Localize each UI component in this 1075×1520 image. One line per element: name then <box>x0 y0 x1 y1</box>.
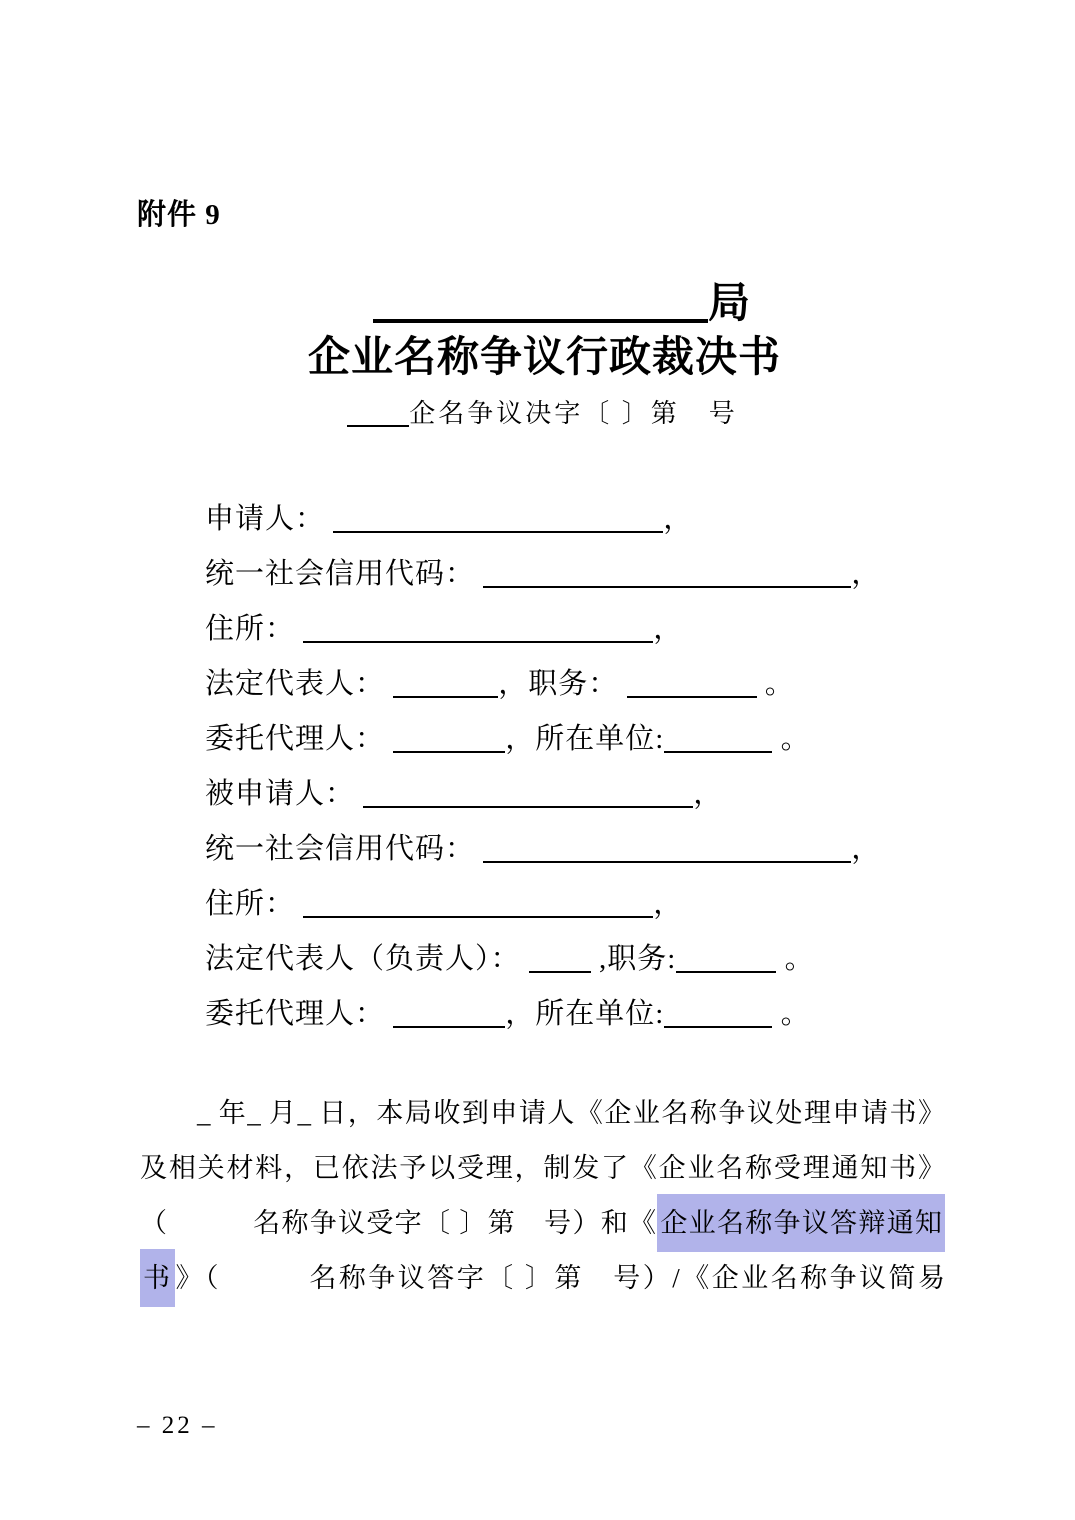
attachment-label: 附件 9 <box>137 199 221 231</box>
text-segment: （ 名称争议受字〔 〕第 号）和《 <box>140 1208 658 1238</box>
form-row <box>205 767 1005 822</box>
fill-in-blank <box>483 558 851 588</box>
bureau-title-line <box>0 276 1075 332</box>
form-row <box>205 932 1005 987</box>
form-row <box>205 877 1005 932</box>
text-segment: 委托代理人： <box>205 723 394 755</box>
fill-in-blank <box>347 401 409 427</box>
text-segment: ， <box>653 613 684 645</box>
text-segment: 法定代表人（负责人）： <box>205 943 529 975</box>
fill-in-blank <box>483 833 851 863</box>
text-segment: ， <box>851 833 882 865</box>
paragraph-line <box>140 1251 945 1306</box>
party-info-section <box>205 492 1005 1042</box>
fill-in-blank <box>373 287 708 323</box>
text-segment: ，所在单位: <box>505 723 665 755</box>
form-row <box>205 712 1005 767</box>
paragraph-line <box>140 1196 945 1251</box>
text-segment: 及相关材料，已依法予以受理，制发了《企业名称受理通知书》 <box>140 1153 945 1183</box>
body-paragraph <box>140 1086 945 1306</box>
text-segment: 局 <box>707 281 750 327</box>
form-row <box>205 602 1005 657</box>
highlighted-text: 企业名称争议答辩通知 <box>657 1194 945 1252</box>
fill-in-blank <box>664 723 772 753</box>
fill-in-blank <box>303 888 653 918</box>
fill-in-blank <box>393 998 505 1028</box>
form-row <box>205 822 1005 877</box>
fill-in-blank <box>363 778 693 808</box>
text-segment: 法定代表人： <box>205 668 394 700</box>
fill-in-blank <box>393 723 505 753</box>
text-segment: 。 <box>756 668 795 700</box>
text-segment: 。 <box>776 943 815 975</box>
text-segment: ，所在单位: <box>505 998 665 1030</box>
form-row <box>205 492 1005 547</box>
text-segment: ， <box>851 558 882 590</box>
text-segment: ,职务: <box>590 943 677 975</box>
text-segment: 被申请人： <box>205 778 364 810</box>
fill-in-blank <box>393 668 498 698</box>
paragraph-line <box>140 1086 945 1141</box>
form-row <box>205 657 1005 712</box>
page-number: – 22 – <box>137 1412 218 1439</box>
form-row <box>205 547 1005 602</box>
text-segment: ，职务： <box>498 668 627 700</box>
fill-in-blank <box>676 943 776 973</box>
fill-in-blank <box>529 943 591 973</box>
text-segment: _ 年_ 月_ 日，本局收到申请人《企业名称争议处理申请书》 <box>140 1098 945 1128</box>
text-segment: 委托代理人： <box>205 998 394 1030</box>
paragraph-line <box>140 1141 945 1196</box>
fill-in-blank <box>333 503 663 533</box>
doc-number-line <box>0 394 1075 434</box>
text-segment: ， <box>663 503 694 535</box>
highlighted-text: 书 <box>140 1249 175 1307</box>
text-segment: 企名争议决字〔 〕第 号 <box>409 399 738 428</box>
text-segment: 申请人： <box>205 503 334 535</box>
fill-in-blank <box>664 998 772 1028</box>
text-segment: ， <box>693 778 724 810</box>
text-segment: 。 <box>772 998 811 1030</box>
text-segment: 住所： <box>205 613 304 645</box>
document-title: 企业名称争议行政裁决书 <box>307 335 781 381</box>
text-segment: 。 <box>772 723 811 755</box>
text-segment: 统一社会信用代码： <box>205 558 484 590</box>
text-segment: ， <box>653 888 684 920</box>
form-row <box>205 987 1005 1042</box>
text-segment: 住所： <box>205 888 304 920</box>
text-segment: 统一社会信用代码： <box>205 833 484 865</box>
fill-in-blank <box>303 613 653 643</box>
fill-in-blank <box>627 668 757 698</box>
text-segment: 》（ 名称争议答字〔 〕第 号）/《企业名称争议简易 <box>175 1263 945 1293</box>
